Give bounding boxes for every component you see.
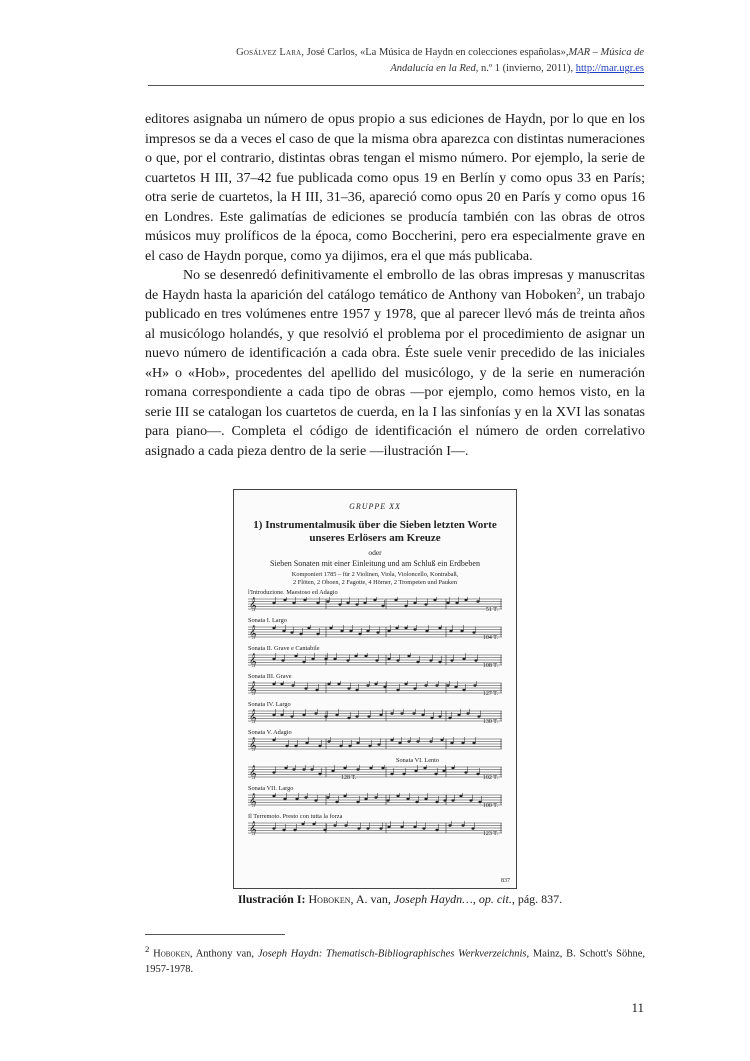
footnote-title: Joseph Haydn: Thematisch-Bibliographisches Werkverzeichnis	[257, 948, 527, 960]
note-head	[293, 829, 296, 831]
note-head	[272, 714, 275, 716]
note-head	[335, 714, 338, 716]
note-head	[272, 795, 275, 797]
illustration-figure	[233, 489, 517, 889]
movement-bar-count: 51 T.	[485, 607, 498, 613]
note-head	[364, 655, 367, 657]
note-head	[315, 689, 318, 691]
music-staff	[246, 625, 504, 639]
figure-title-line2: unseres Erlösers am Kreuze	[309, 532, 441, 544]
note-head	[429, 740, 432, 742]
note-head	[347, 687, 350, 689]
note-head	[272, 827, 275, 829]
note-head	[435, 684, 438, 686]
score-movement	[246, 757, 504, 783]
figure-title	[246, 519, 504, 545]
figure-caption	[150, 892, 650, 907]
note-head	[294, 655, 297, 657]
note-head	[356, 768, 359, 770]
note-head	[450, 742, 453, 744]
movement-bar-count: 127 T.	[482, 691, 498, 697]
note-head	[333, 658, 336, 660]
footnote-author: Hoboken	[153, 948, 190, 960]
note-head	[349, 630, 352, 632]
note-head	[396, 659, 399, 661]
note-head	[416, 740, 419, 742]
note-head	[379, 827, 382, 829]
note-head	[478, 801, 481, 803]
note-head	[395, 627, 398, 629]
music-staff	[246, 821, 504, 835]
footnote-number: 2	[145, 944, 150, 954]
note-head	[316, 602, 319, 604]
note-head	[472, 631, 475, 633]
footnote-rule	[145, 934, 285, 935]
note-head	[376, 631, 379, 633]
note-head	[302, 661, 305, 663]
note-head	[367, 715, 370, 717]
note-head	[413, 687, 416, 689]
caption-text-2: ,	[472, 892, 479, 906]
score-movement	[246, 589, 504, 615]
note-head	[331, 770, 334, 772]
music-staff	[246, 765, 504, 779]
note-head	[280, 714, 283, 716]
note-head	[462, 689, 465, 691]
note-head	[477, 715, 480, 717]
note-head	[291, 684, 294, 686]
movement-label: Sonata II. Grave e Cantabile	[248, 645, 320, 652]
note-head	[307, 627, 310, 629]
note-head	[396, 689, 399, 691]
note-head	[424, 684, 427, 686]
note-head	[316, 633, 319, 635]
clef-symbol: 𝄞	[249, 709, 257, 723]
note-head	[387, 630, 390, 632]
movement-bar-count: 108 T.	[482, 663, 498, 669]
note-head	[272, 771, 275, 773]
movement-label: Il Terremoto. Presto con tutta la forza	[248, 813, 343, 820]
note-head	[448, 824, 451, 826]
note-head	[455, 602, 458, 604]
note-head	[363, 602, 366, 604]
footnote-reference[interactable]: 2	[576, 285, 581, 295]
note-head	[272, 739, 275, 741]
note-head	[281, 659, 284, 661]
note-head	[377, 743, 380, 745]
note-head	[304, 687, 307, 689]
movement-label: l'Introduzione. Maestoso ed Adagio	[248, 589, 338, 596]
note-head	[476, 600, 479, 602]
note-head	[429, 659, 432, 661]
music-staff	[246, 709, 504, 723]
figure-comp-line1: Komponiert 1785 – für 2 Violinen, Viola, Violoncello, Kontrabaß,	[291, 571, 459, 578]
note-head	[318, 745, 321, 747]
note-head	[471, 827, 474, 829]
header-author: Gosálvez Lara	[236, 47, 302, 58]
note-head	[339, 745, 342, 747]
note-head	[284, 767, 287, 769]
figure-page-number: 837	[501, 878, 510, 884]
clef-symbol: 𝄞	[249, 793, 257, 807]
note-head	[451, 799, 454, 801]
note-head	[407, 655, 410, 657]
note-head	[424, 798, 427, 800]
note-head	[344, 824, 347, 826]
caption-text-3: , pág. 837.	[511, 892, 563, 906]
note-head	[451, 767, 454, 769]
note-head	[442, 770, 445, 772]
note-head	[423, 767, 426, 769]
note-head	[438, 627, 441, 629]
note-head	[434, 773, 437, 775]
note-head	[295, 798, 298, 800]
note-head	[343, 767, 346, 769]
note-head	[373, 599, 376, 601]
movements-list	[246, 589, 504, 839]
page-number: 11	[631, 1000, 644, 1015]
note-head	[292, 768, 295, 770]
note-head	[374, 683, 377, 685]
note-head	[430, 717, 433, 719]
paragraph-1: editores asignaba un número de opus propio a sus ediciones de Haydn, por lo que en los impresos se da a veces el caso de que la misma obra aparezca con distintas numeraciones o que, por el contrario, distintas obras tengan el mismo número. Por ejemplo, la serie de cuartetos H III, 37–42 fue publicada como opus 19 en Berlín y como opus 33 en París; otra serie de cuartetos, la H III, 31–36, apareció como opus 20 en París y como opus 16 en Londres. Este galimatías de ediciones se producía también con las obras de otros músicos muy prolíficos de la época, como Boccherini, pero era especialmente grave en el caso de Haydn porque, como ya dijimos, era el que más publicaba.	[145, 112, 645, 264]
movement-bar-count: 104 T.	[482, 635, 498, 641]
note-head	[457, 714, 460, 716]
note-head	[407, 740, 410, 742]
note-head	[469, 799, 472, 801]
score-movement	[246, 645, 504, 671]
note-head	[438, 661, 441, 663]
note-head	[466, 712, 469, 714]
header-journal-cont: Andalucía en la Red,	[390, 63, 479, 74]
note-head	[449, 630, 452, 632]
note-head	[302, 768, 305, 770]
note-head	[400, 712, 403, 714]
note-head	[460, 630, 463, 632]
note-head	[302, 714, 305, 716]
music-staff	[246, 653, 504, 667]
note-head	[366, 630, 369, 632]
note-head	[369, 767, 372, 769]
score-movement	[246, 617, 504, 643]
note-head	[464, 599, 467, 601]
note-head	[402, 773, 405, 775]
music-staff	[246, 681, 504, 695]
note-head	[424, 603, 427, 605]
movement-label: Sonata IV. Largo	[248, 701, 291, 708]
note-head	[338, 603, 341, 605]
note-head	[272, 602, 275, 604]
note-head	[386, 799, 389, 801]
figure-composition	[246, 571, 504, 587]
note-head	[354, 655, 357, 657]
clef-symbol: 𝄞	[249, 597, 257, 611]
note-head	[421, 714, 424, 716]
movement-label: Sonata V. Adagio	[248, 729, 292, 736]
music-staff	[246, 597, 504, 611]
movement-label: Sonata I. Largo	[248, 617, 287, 624]
note-head	[327, 683, 330, 685]
header-rule	[148, 85, 644, 86]
note-head	[387, 658, 390, 660]
note-head	[337, 683, 340, 685]
paragraph-2-part-b: , un trabajo publicado en tres volúmenes entre 1957 y 1978, que al parecer llevó más de treinta años al musicólogo holandés, y que resolvió el problema por el procedimiento de asignar un nuevo número de identificación a cada obra. Éste suele venir precedido de las iniciales «H» o «Hob», procedentes del apellido del musicólogo, y de la serie en numeración romana correspondiente a cada tipo de obras —por ejemplo, como hemos visto, en la serie III se catalogan los cuartetos de cuerda, en la I las sinfonías y en la XVI las sonatas para piano—. Completa el código de identificación el número de orden correlativo asignado a cada pieza dentro de la serie —ilustración I—.	[145, 287, 645, 459]
note-head	[347, 717, 350, 719]
note-head	[290, 715, 293, 717]
note-head	[272, 683, 275, 685]
figure-oder: oder	[368, 548, 382, 557]
note-head	[400, 826, 403, 828]
note-head	[364, 798, 367, 800]
music-staff	[246, 793, 504, 807]
note-head	[474, 659, 477, 661]
movement-label: Sonata VI. Lento	[396, 757, 440, 764]
note-head	[346, 602, 349, 604]
note-head	[433, 599, 436, 601]
movement-bar-count: 100 T.	[482, 803, 498, 809]
header-article: , José Carlos, «La Música de Haydn en colecciones españolas»,	[301, 47, 569, 58]
note-head	[379, 714, 382, 716]
body-text	[145, 110, 645, 461]
note-head	[472, 742, 475, 744]
note-head	[461, 742, 464, 744]
clef-symbol: 𝄞	[249, 737, 257, 751]
note-head	[414, 770, 417, 772]
note-head	[280, 683, 283, 685]
clef-symbol: 𝄞	[249, 765, 257, 779]
note-head	[311, 658, 314, 660]
note-head	[327, 740, 330, 742]
note-head	[415, 801, 418, 803]
note-head	[381, 767, 384, 769]
note-head	[462, 658, 465, 660]
note-head	[435, 829, 438, 831]
note-head	[301, 823, 304, 825]
note-head	[304, 796, 307, 798]
note-head	[390, 773, 393, 775]
note-head	[314, 712, 317, 714]
note-head	[450, 659, 453, 661]
note-head	[435, 801, 438, 803]
movement-label: Sonata VII. Largo	[248, 785, 294, 792]
note-head	[329, 627, 332, 629]
note-head	[346, 659, 349, 661]
note-head	[396, 795, 399, 797]
note-head	[310, 768, 313, 770]
note-head	[390, 712, 393, 714]
clef-symbol: 𝄞	[249, 653, 257, 667]
note-head	[348, 745, 351, 747]
note-head	[387, 826, 390, 828]
movement-bar-count: 130 T.	[482, 719, 498, 725]
note-head	[446, 602, 449, 604]
clef-symbol: 𝄞	[249, 821, 257, 835]
note-head	[416, 661, 419, 663]
music-staff	[246, 737, 504, 751]
note-head	[340, 630, 343, 632]
movement-bar-count: 102 T.	[482, 775, 498, 781]
note-head	[355, 689, 358, 691]
note-head	[422, 827, 425, 829]
note-head	[476, 773, 479, 775]
header-journal: MAR – Música de	[568, 47, 644, 58]
note-head	[272, 627, 275, 629]
note-head	[438, 715, 441, 717]
note-head	[404, 683, 407, 685]
movement-bar-count: 128 T.	[341, 775, 357, 781]
score-movement	[246, 673, 504, 699]
note-head	[425, 630, 428, 632]
note-head	[299, 633, 302, 635]
note-head	[326, 796, 329, 798]
note-head	[326, 600, 329, 602]
note-head	[292, 602, 295, 604]
note-head	[356, 742, 359, 744]
caption-author: Hoboken	[308, 892, 351, 906]
note-head	[398, 742, 401, 744]
score-movement	[246, 813, 504, 839]
score-image	[246, 498, 504, 839]
note-head	[446, 684, 449, 686]
note-head	[283, 798, 286, 800]
note-head	[272, 658, 275, 660]
note-head	[413, 628, 416, 630]
note-head	[375, 659, 378, 661]
note-head	[318, 773, 321, 775]
paragraph-2-part-a: No se desenredó definitivamente el embrollo de las obras impresas y manuscritas de Haydn hasta la aparición del catálogo temático de Anthony van Hoboken	[145, 268, 645, 303]
note-head	[381, 605, 384, 607]
note-head	[440, 739, 443, 741]
note-head	[355, 603, 358, 605]
note-head	[464, 771, 467, 773]
note-head	[285, 745, 288, 747]
note-head	[282, 829, 285, 831]
caption-text-1: , A. van,	[350, 892, 394, 906]
score-movement	[246, 701, 504, 727]
caption-label: Ilustración I:	[237, 892, 306, 906]
clef-symbol: 𝄞	[249, 681, 257, 695]
note-head	[294, 745, 297, 747]
note-head	[356, 801, 359, 803]
note-head	[454, 686, 457, 688]
footnote-text-1: , Anthony van,	[189, 948, 258, 960]
note-head	[283, 599, 286, 601]
note-head	[355, 715, 358, 717]
note-head	[404, 605, 407, 607]
figure-gruppe: GRUPPE XX	[349, 502, 401, 511]
note-head	[357, 827, 360, 829]
note-head	[303, 599, 306, 601]
score-movement	[246, 729, 504, 755]
note-head	[358, 633, 361, 635]
score-movement	[246, 785, 504, 811]
figure-subtitle: Sieben Sonaten mit einer Einleitung und am Schluß ein Erdbeben	[270, 559, 480, 568]
note-head	[312, 823, 315, 825]
note-head	[459, 795, 462, 797]
note-head	[335, 801, 338, 803]
note-head	[368, 745, 371, 747]
note-head	[412, 712, 415, 714]
note-head	[473, 684, 476, 686]
note-head	[282, 630, 285, 632]
note-head	[366, 827, 369, 829]
clef-symbol: 𝄞	[249, 625, 257, 639]
note-head	[406, 798, 409, 800]
paragraph-2	[145, 266, 645, 461]
note-head	[461, 824, 464, 826]
note-head	[366, 684, 369, 686]
figure-comp-line2: 2 Flöten, 2 Oboen, 2 Fagotte, 4 Hörner, 2 Trompeten und Pauken	[293, 579, 457, 586]
movement-bar-count: 123 T.	[482, 831, 498, 837]
caption-title: Joseph Haydn…	[393, 892, 473, 906]
note-head	[374, 796, 377, 798]
note-head	[413, 602, 416, 604]
note-head	[290, 631, 293, 633]
note-head	[314, 799, 317, 801]
note-head	[413, 826, 416, 828]
figure-title-line1: 1) Instrumentalmusik über die Sieben letzten Worte	[253, 519, 497, 531]
header-url-link[interactable]: http://mar.ugr.es	[575, 63, 644, 74]
note-head	[394, 599, 397, 601]
note-head	[448, 717, 451, 719]
running-header	[150, 45, 644, 77]
movement-label: Sonata III. Grave	[248, 673, 292, 680]
caption-opcit: op. cit.	[478, 892, 512, 906]
footnote	[145, 942, 645, 977]
note-head	[305, 742, 308, 744]
footnote-text-2: , Mainz, B. Schott's Söhne, 1957-1978.	[145, 948, 646, 975]
note-head	[343, 795, 346, 797]
note-head	[390, 739, 393, 741]
note-head	[333, 824, 336, 826]
header-issue: n.º 1 (invierno, 2011),	[478, 63, 576, 74]
note-head	[404, 627, 407, 629]
